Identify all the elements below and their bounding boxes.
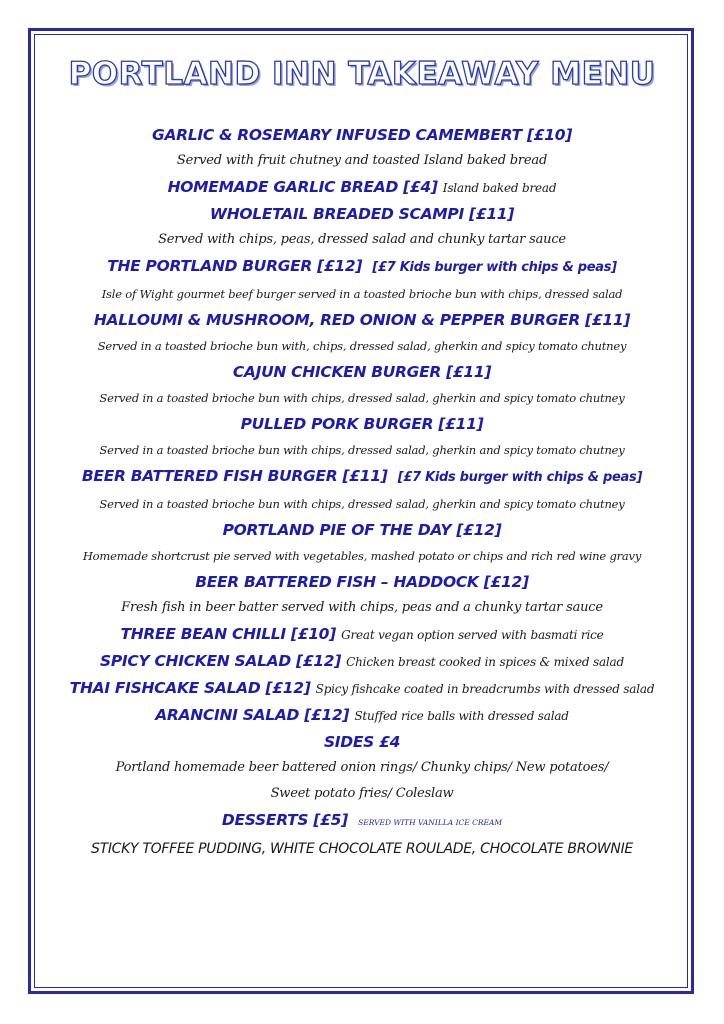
inline-desc: Spicy fishcake coated in breadcrumbs with dressed salad	[315, 682, 655, 696]
item-arancini-salad: ARANCINI SALAD [£12] Stuffed rice balls with dressed salad	[155, 706, 569, 724]
menu-title: PORTLAND INN TAKEAWAY MENU	[68, 56, 656, 92]
desserts-list: STICKY TOFFEE PUDDING, WHITE CHOCOLATE ROULADE, CHOCOLATE BROWNIE	[91, 841, 633, 857]
desc-portland-burger: Isle of Wight gourmet beef burger served in a toasted brioche bun with chips, dressed salad	[101, 287, 623, 301]
item-haddock: BEER BATTERED FISH – HADDOCK [£12]	[195, 573, 529, 591]
desserts-heading: DESSERTS [£5] SERVED WITH VANILLA ICE CREAM	[221, 811, 503, 829]
item-garlic-bread: HOMEMADE GARLIC BREAD [£4] Island baked bread	[167, 178, 557, 196]
item-pulled-pork-burger: PULLED PORK BURGER [£11]	[240, 415, 484, 433]
sides-line-1: Portland homemade beer battered onion rings/ Chunky chips/ New potatoes/	[115, 760, 609, 775]
inline-desc: Great vegan option served with basmati rice	[341, 628, 604, 642]
desc-fish-burger: Served in a toasted brioche bun with chips, dressed salad, gherkin and spicy tomato chutney	[99, 497, 625, 511]
item-fishcake-salad: THAI FISHCAKE SALAD [£12] Spicy fishcake coated in breadcrumbs with dressed salad	[69, 679, 655, 697]
desc-haddock: Fresh fish in beer batter served with chips, peas and a chunky tartar sauce	[121, 600, 603, 615]
desc-halloumi-burger: Served in a toasted brioche bun with, chips, dressed salad, gherkin and spicy tomato chutney	[97, 339, 627, 353]
desserts-note: SERVED WITH VANILLA ICE CREAM	[358, 818, 503, 827]
inline-desc: Island baked bread	[442, 181, 557, 195]
item-halloumi-burger: HALLOUMI & MUSHROOM, RED ONION & PEPPER BURGER [£11]	[93, 311, 631, 329]
desc-pulled-pork-burger: Served in a toasted brioche bun with chips, dressed salad, gherkin and spicy tomato chutney	[99, 443, 625, 457]
desc-scampi: Served with chips, peas, dressed salad and chunky tartar sauce	[158, 232, 566, 247]
item-chilli: THREE BEAN CHILLI [£10] Great vegan option served with basmati rice	[120, 625, 604, 643]
desc-cajun-burger: Served in a toasted brioche bun with chips, dressed salad, gherkin and spicy tomato chutney	[99, 391, 625, 405]
item-portland-burger: THE PORTLAND BURGER [£12] [£7 Kids burger with chips & peas]	[107, 257, 617, 275]
item-pie: PORTLAND PIE OF THE DAY [£12]	[222, 521, 502, 539]
menu-list	[40, 122, 684, 862]
inline-desc: Stuffed rice balls with dressed salad	[354, 709, 569, 723]
desc-camembert: Served with fruit chutney and toasted Island baked bread	[176, 153, 548, 168]
desc-pie: Homemade shortcrust pie served with vegetables, mashed potato or chips and rich red wine gravy	[82, 549, 642, 563]
sides-line-2: Sweet potato fries/ Coleslaw	[270, 786, 454, 801]
item-camembert: GARLIC & ROSEMARY INFUSED CAMEMBERT [£10]	[152, 126, 572, 144]
item-scampi: WHOLETAIL BREADED SCAMPI [£11]	[209, 205, 515, 223]
kids-option: [£7 Kids burger with chips & peas]	[372, 260, 617, 275]
inline-desc: Chicken breast cooked in spices & mixed salad	[346, 655, 624, 669]
item-chicken-salad: SPICY CHICKEN SALAD [£12] Chicken breast cooked in spices & mixed salad	[100, 652, 624, 670]
sides-heading: SIDES £4	[323, 733, 401, 751]
item-fish-burger: BEER BATTERED FISH BURGER [£11] [£7 Kids burger with chips & peas]	[81, 467, 643, 485]
item-cajun-burger: CAJUN CHICKEN BURGER [£11]	[232, 363, 492, 381]
kids-option: [£7 Kids burger with chips & peas]	[397, 470, 643, 485]
